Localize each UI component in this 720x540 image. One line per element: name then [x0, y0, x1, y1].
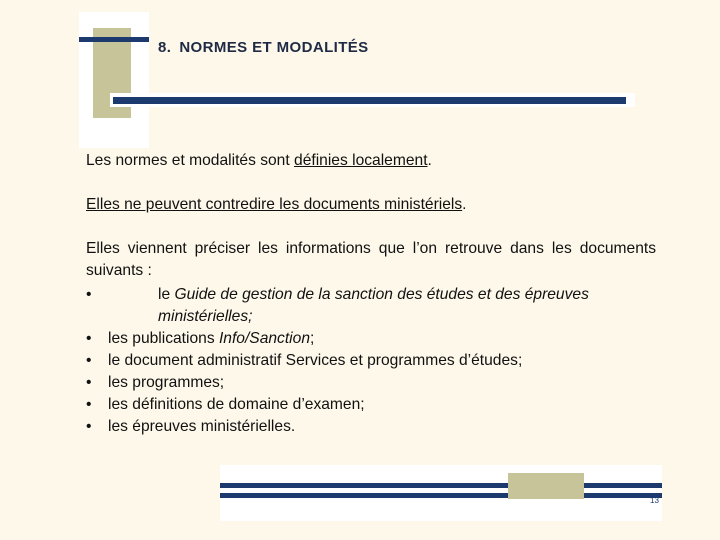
- list-item-text: les épreuves ministérielles.: [108, 418, 296, 435]
- paragraph-3: Elles viennent préciser les informations que l’on retrouve dans les documents suivants :: [86, 240, 656, 279]
- list-item-text: les programmes;: [108, 374, 225, 391]
- list-item-text: le document administratif Services et programmes d’études;: [108, 352, 523, 369]
- bullet: •: [86, 418, 92, 435]
- paragraph-1-emphasis: définies localement: [294, 152, 428, 169]
- decor-navy-short-bar: [79, 37, 149, 42]
- list-item-suffix: ;: [310, 330, 315, 347]
- paragraph-1-text: Les normes et modalités sont: [86, 152, 295, 169]
- decor-navy-long-bar: [113, 97, 626, 104]
- slide-title: [158, 39, 369, 56]
- list-item-italic: Guide de gestion de la sanction des études et des épreuves ministérielles;: [158, 286, 589, 325]
- decor-bottom-khaki-block: [508, 473, 584, 499]
- documents-list: [86, 284, 656, 438]
- list-item-text: les définitions de domaine d’examen;: [108, 396, 365, 413]
- paragraph-1: [86, 150, 656, 172]
- bullet: •: [86, 396, 92, 413]
- list-item: [86, 350, 656, 372]
- paragraph-1-end: .: [427, 152, 432, 169]
- page-number: 13: [650, 496, 659, 505]
- list-item: [86, 394, 656, 416]
- list-item-prefix: les publications: [108, 330, 219, 347]
- decor-bottom-navy-bar-1: [220, 483, 662, 488]
- list-item-text: [158, 284, 656, 328]
- list-item: [86, 372, 656, 394]
- decor-bottom-navy-bar-2: [220, 493, 662, 498]
- slide-title-text: NORMES ET MODALITÉS: [179, 39, 369, 56]
- list-item: [86, 416, 656, 438]
- list-item-prefix: le: [158, 286, 175, 303]
- list-item: [86, 284, 656, 328]
- paragraph-2-end: .: [462, 196, 467, 213]
- slide-title-number: 8.: [158, 39, 172, 56]
- list-item-italic: Info/Sanction: [218, 330, 310, 347]
- bullet: •: [86, 286, 92, 303]
- list-item: [86, 328, 656, 350]
- bullet: •: [86, 330, 92, 347]
- paragraph-2: [86, 194, 656, 216]
- bullet: •: [86, 374, 92, 391]
- paragraph-2-emphasis: Elles ne peuvent contredire les documents ministériels: [86, 196, 463, 213]
- bullet: •: [86, 352, 92, 369]
